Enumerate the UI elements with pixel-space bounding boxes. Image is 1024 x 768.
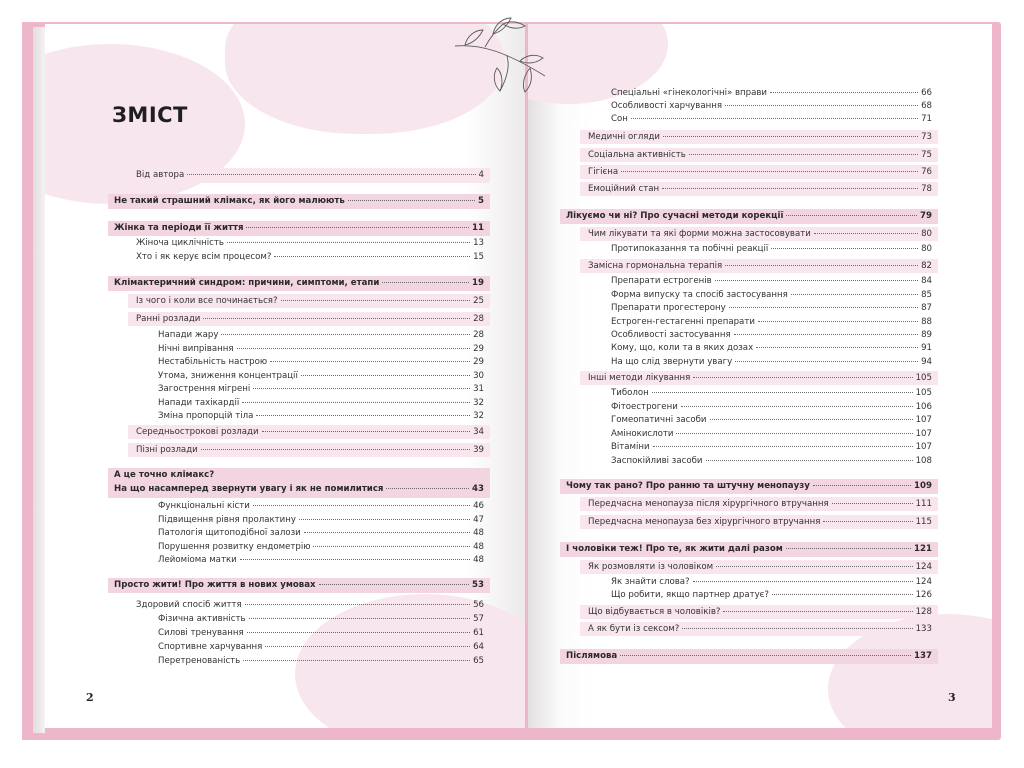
- toc-subentry[interactable]: [158, 516, 484, 525]
- entry-title: Утома, зниження концентрації: [158, 371, 298, 381]
- dot-leader: [813, 485, 911, 486]
- entry-title: Емоційний стан: [588, 184, 660, 194]
- entry-title: А як бути із сексом?: [588, 624, 680, 634]
- page-ref: 115: [915, 517, 932, 527]
- page-ref: 107: [915, 429, 932, 439]
- toc-subentry[interactable]: [611, 318, 932, 327]
- dot-leader: [304, 532, 470, 533]
- toc-subentry[interactable]: [158, 399, 484, 408]
- toc-entry[interactable]: [136, 171, 484, 180]
- entry-title: Препарати естрогенів: [611, 276, 712, 286]
- dot-leader: [791, 294, 918, 295]
- dot-leader: [265, 646, 470, 647]
- entry-title: Що робити, якщо партнер дратує?: [611, 590, 769, 600]
- toc-subentry[interactable]: [158, 372, 484, 381]
- entry-title: Нестабільність настрою: [158, 357, 268, 367]
- entry-title: Спортивне харчування: [158, 642, 263, 652]
- page-ref: 75: [921, 150, 932, 160]
- page-ref: 126: [915, 590, 932, 600]
- entry-title: Жіноча циклічність: [136, 238, 224, 248]
- page-ref: 64: [473, 642, 484, 652]
- entry-title: Замісна гормональна терапія: [588, 261, 723, 271]
- chapter-title: Клімактеричний синдром: причини, симптоми, етапи: [114, 278, 380, 288]
- dot-leader: [621, 171, 918, 172]
- page-ref: 124: [915, 577, 932, 587]
- page-ref: 111: [915, 499, 932, 509]
- page-ref: 4: [478, 170, 484, 180]
- toc-subentry[interactable]: [611, 358, 932, 367]
- dot-leader: [706, 460, 913, 461]
- toc-subentry[interactable]: [158, 345, 484, 354]
- toc-entry[interactable]: [136, 428, 484, 437]
- dot-leader: [319, 584, 469, 585]
- entry-title: Медичні огляди: [588, 132, 661, 142]
- chapter-title: Лікуємо чи ні? Про сучасні методи корекції: [566, 211, 784, 221]
- dot-leader: [270, 361, 470, 362]
- dot-leader: [253, 388, 470, 389]
- dot-leader: [676, 433, 912, 434]
- toc-chapter[interactable]: [114, 485, 484, 494]
- toc-entry[interactable]: [588, 133, 932, 142]
- entry-title: Інші методи лікування: [588, 373, 691, 383]
- toc-entry[interactable]: [588, 518, 932, 527]
- page-ref: 65: [473, 656, 484, 666]
- page-ref: 121: [914, 544, 932, 554]
- toc-chapter[interactable]: [566, 652, 932, 661]
- toc-subentry[interactable]: [158, 615, 484, 624]
- toc-subentry[interactable]: [611, 291, 932, 300]
- toc-subentry[interactable]: [611, 389, 932, 398]
- toc-entry[interactable]: [588, 608, 932, 617]
- dot-leader: [249, 618, 471, 619]
- toc-subentry[interactable]: [158, 657, 484, 666]
- page-ref: 80: [921, 229, 932, 239]
- toc-subentry[interactable]: [611, 331, 932, 340]
- entry-title: Передчасна менопауза без хірургічного втручання: [588, 517, 821, 527]
- entry-title: Препарати прогестерону: [611, 303, 726, 313]
- dot-leader: [729, 307, 918, 308]
- page-ref: 30: [473, 371, 484, 381]
- entry-title: Протипоказання та побічні реакції: [611, 244, 769, 254]
- page-ref: 15: [473, 252, 484, 262]
- page-ref: 133: [915, 624, 932, 634]
- page-ref: 5: [478, 196, 484, 206]
- dot-leader: [725, 265, 918, 266]
- dot-leader: [386, 488, 469, 489]
- toc-subentry[interactable]: [158, 556, 484, 565]
- chapter-title: Чому так рано? Про ранню та штучну менопаузу: [566, 481, 810, 491]
- toc-entry[interactable]: [588, 500, 932, 509]
- toc-subentry[interactable]: [158, 331, 484, 340]
- page-ref: 46: [473, 501, 484, 511]
- page-ref: 25: [473, 296, 484, 306]
- dot-leader: [682, 628, 912, 629]
- page-ref: 82: [921, 261, 932, 271]
- toc-chapter[interactable]: [114, 197, 484, 206]
- dot-leader: [237, 348, 471, 349]
- page-ref: 39: [473, 445, 484, 455]
- page-ref: 66: [921, 88, 932, 98]
- dot-leader: [653, 446, 913, 447]
- toc-subentry[interactable]: [158, 358, 484, 367]
- dot-leader: [301, 375, 470, 376]
- toc-subentry[interactable]: [611, 578, 932, 587]
- page-ref: 85: [921, 290, 932, 300]
- dot-leader: [663, 136, 918, 137]
- toc-subentry[interactable]: [611, 277, 932, 286]
- page-ref: 91: [921, 343, 932, 353]
- dot-leader: [227, 242, 470, 243]
- dot-leader: [786, 215, 917, 216]
- page-ref: 87: [921, 303, 932, 313]
- entry-title: Зміна пропорцій тіла: [158, 411, 254, 421]
- toc-entry[interactable]: [588, 374, 932, 383]
- dot-leader: [281, 300, 471, 301]
- dot-leader: [313, 546, 470, 547]
- leaf-branch-illustration: [445, 16, 555, 96]
- chapter-title: Жінка та періоди її життя: [114, 223, 244, 233]
- toc-subentry[interactable]: [611, 89, 932, 98]
- entry-title: Вітаміни: [611, 442, 650, 452]
- dot-leader: [715, 280, 918, 281]
- page-ref: 28: [473, 314, 484, 324]
- dot-leader: [631, 118, 918, 119]
- entry-title: Передчасна менопауза після хірургічного втручання: [588, 499, 829, 509]
- toc-entry[interactable]: [136, 601, 484, 610]
- toc-chapter[interactable]: [114, 279, 484, 288]
- page-ref: 109: [914, 481, 932, 491]
- entry-title: Спеціальні «гінекологічні» вправи: [611, 88, 768, 98]
- toc-subentry[interactable]: [158, 543, 484, 552]
- entry-title: На що слід звернути увагу: [611, 357, 733, 367]
- dot-leader: [693, 581, 913, 582]
- page-ref: 28: [473, 330, 484, 340]
- toc-subentry[interactable]: [611, 430, 932, 439]
- toc-entry[interactable]: [588, 185, 932, 194]
- page-ref: 78: [921, 184, 932, 194]
- entry-title: Патологія щитоподібної залози: [158, 528, 301, 538]
- chapter-title-line1[interactable]: А це точно клімакс?: [114, 470, 215, 480]
- toc-subentry[interactable]: [611, 591, 932, 600]
- toc-subentry[interactable]: [158, 502, 484, 511]
- dot-leader: [681, 406, 913, 407]
- chapter-title: Не такий страшний клімакс, як його малюють: [114, 196, 345, 206]
- page-ref: 56: [473, 600, 484, 610]
- page-number-right: 3: [948, 691, 956, 704]
- page-ref: 32: [473, 398, 484, 408]
- dot-leader: [689, 154, 918, 155]
- page-ref: 29: [473, 344, 484, 354]
- entry-title: Як розмовляти із чоловіком: [588, 562, 714, 572]
- toc-subentry[interactable]: [611, 457, 932, 466]
- entry-title: Тиболон: [611, 388, 649, 398]
- page-ref: 107: [915, 442, 932, 452]
- page-ref: 61: [473, 628, 484, 638]
- entry-title: Нічні випрівання: [158, 344, 234, 354]
- dot-leader: [245, 604, 470, 605]
- toc-subentry[interactable]: [158, 412, 484, 421]
- page-ref: 48: [473, 542, 484, 552]
- page-title: ЗМІСТ: [112, 103, 188, 127]
- entry-title: Чим лікувати та які форми можна застосовувати: [588, 229, 811, 239]
- toc-subentry[interactable]: [611, 102, 932, 111]
- page-ref: 89: [921, 330, 932, 340]
- dot-leader: [758, 321, 918, 322]
- toc-entry[interactable]: [136, 315, 484, 324]
- dot-leader: [348, 200, 475, 201]
- dot-leader: [246, 227, 469, 228]
- dot-leader: [734, 334, 918, 335]
- entry-title: Гомеопатичні засоби: [611, 415, 707, 425]
- page-ref: 76: [921, 167, 932, 177]
- entry-title: Напади тахікардії: [158, 398, 240, 408]
- toc-subentry[interactable]: [611, 443, 932, 452]
- dot-leader: [662, 188, 918, 189]
- dot-leader: [716, 566, 912, 567]
- toc-subentry[interactable]: [611, 416, 932, 425]
- toc-entry[interactable]: [588, 230, 932, 239]
- page-ref: 11: [472, 223, 484, 233]
- entry-title: Фітоестрогени: [611, 402, 678, 412]
- entry-title: Як знайти слова?: [611, 577, 690, 587]
- entry-title: Ранні розлади: [136, 314, 201, 324]
- toc-chapter[interactable]: [114, 581, 484, 590]
- page-ref: 53: [472, 580, 484, 590]
- entry-title: Заспокійливі засоби: [611, 456, 703, 466]
- dot-leader: [299, 519, 470, 520]
- entry-title: Порушення розвитку ендометрію: [158, 542, 311, 552]
- dot-leader: [253, 505, 470, 506]
- entry-title: Перетренованість: [158, 656, 241, 666]
- dot-leader: [256, 415, 470, 416]
- chapter-title: Просто жити! Про життя в нових умовах: [114, 580, 316, 590]
- toc-chapter[interactable]: [566, 545, 932, 554]
- page-ref: 31: [473, 384, 484, 394]
- dot-leader: [771, 248, 918, 249]
- toc-subentry[interactable]: [158, 629, 484, 638]
- toc-chapter[interactable]: [114, 224, 484, 233]
- dot-leader: [262, 431, 471, 432]
- page-ref: 32: [473, 411, 484, 421]
- toc-subentry[interactable]: [611, 245, 932, 254]
- entry-title: Здоровий спосіб життя: [136, 600, 242, 610]
- entry-title: Загострення мігрені: [158, 384, 251, 394]
- page-ref: 80: [921, 244, 932, 254]
- dot-leader: [382, 282, 469, 283]
- page-ref: 128: [915, 607, 932, 617]
- page-ref: 43: [472, 484, 484, 494]
- toc-entry[interactable]: [136, 239, 484, 248]
- toc-subentry[interactable]: [611, 344, 932, 353]
- entry-title: Силові тренування: [158, 628, 244, 638]
- page-ref: 94: [921, 357, 932, 367]
- page-ref: 73: [921, 132, 932, 142]
- entry-title: Кому, що, коли та в яких дозах: [611, 343, 754, 353]
- entry-title: Амінокислоти: [611, 429, 674, 439]
- chapter-title: І чоловіки теж! Про те, як жити далі разом: [566, 544, 783, 554]
- entry-title: Функціональні кісти: [158, 501, 250, 511]
- page-ref: 107: [915, 415, 932, 425]
- page-ref: 19: [472, 278, 484, 288]
- page-ref: 88: [921, 317, 932, 327]
- chapter-title: На що насамперед звернути увагу і як не помилитися: [114, 484, 384, 494]
- entry-title: Лейоміома матки: [158, 555, 237, 565]
- page-ref: 34: [473, 427, 484, 437]
- page-ref: 84: [921, 276, 932, 286]
- page-ref: 48: [473, 555, 484, 565]
- chapter-title: Післямова: [566, 651, 618, 661]
- page-ref: 105: [915, 373, 932, 383]
- page-ref: 137: [914, 651, 932, 661]
- toc-chapter[interactable]: [566, 212, 932, 221]
- toc-subentry[interactable]: [611, 115, 932, 124]
- page-ref: 79: [920, 211, 932, 221]
- dot-leader: [756, 347, 918, 348]
- page-ref: 68: [921, 101, 932, 111]
- toc-subentry[interactable]: [158, 643, 484, 652]
- toc-entry[interactable]: [136, 446, 484, 455]
- entry-title: Сон: [611, 114, 628, 124]
- page-ref: 124: [915, 562, 932, 572]
- toc-subentry[interactable]: [611, 304, 932, 313]
- toc-entry[interactable]: [136, 253, 484, 262]
- entry-title: Гігієна: [588, 167, 619, 177]
- toc-entry[interactable]: [588, 563, 932, 572]
- dot-leader: [772, 594, 913, 595]
- page-ref: 57: [473, 614, 484, 624]
- dot-leader: [221, 334, 470, 335]
- entry-title: Напади жару: [158, 330, 219, 340]
- dot-leader: [832, 503, 913, 504]
- entry-title: Хто і як керує всім процесом?: [136, 252, 272, 262]
- entry-title: Підвищення рівня пролактину: [158, 515, 296, 525]
- toc-chapter[interactable]: [566, 482, 932, 491]
- dot-leader: [723, 611, 912, 612]
- dot-leader: [710, 419, 913, 420]
- entry-title: Із чого і коли все починається?: [136, 296, 278, 306]
- page-ref: 71: [921, 114, 932, 124]
- dot-leader: [693, 377, 912, 378]
- page-ref: 47: [473, 515, 484, 525]
- dot-leader: [274, 256, 470, 257]
- dot-leader: [725, 105, 918, 106]
- toc-subentry[interactable]: [158, 529, 484, 538]
- toc-entry[interactable]: [588, 168, 932, 177]
- dot-leader: [187, 174, 475, 175]
- dot-leader: [735, 361, 918, 362]
- dot-leader: [243, 660, 470, 661]
- entry-title: Від автора: [136, 170, 185, 180]
- dot-leader: [240, 559, 470, 560]
- entry-title: Особливості застосування: [611, 330, 731, 340]
- page-ref: 48: [473, 528, 484, 538]
- entry-title: Соціальна активність: [588, 150, 686, 160]
- entry-title: Пізні розлади: [136, 445, 198, 455]
- entry-title: Естроген-гестагенні препарати: [611, 317, 755, 327]
- entry-title: Особливості харчування: [611, 101, 723, 111]
- toc-entry[interactable]: [588, 625, 932, 634]
- dot-leader: [814, 233, 918, 234]
- entry-title: Фізична активність: [158, 614, 246, 624]
- page-number-left: 2: [86, 691, 94, 704]
- page-ref: 13: [473, 238, 484, 248]
- dot-leader: [786, 548, 911, 549]
- page-ref: 29: [473, 357, 484, 367]
- dot-leader: [620, 655, 911, 656]
- entry-title: Що відбувається в чоловіків?: [588, 607, 721, 617]
- entry-title: Середньострокові розлади: [136, 427, 259, 437]
- page-edges: [33, 27, 45, 733]
- page-ref: 106: [915, 402, 932, 412]
- dot-leader: [247, 632, 470, 633]
- toc-subentry[interactable]: [158, 385, 484, 394]
- dot-leader: [823, 521, 912, 522]
- toc-entry[interactable]: [588, 262, 932, 271]
- toc-entry[interactable]: [136, 297, 484, 306]
- dot-leader: [201, 449, 470, 450]
- dot-leader: [242, 402, 470, 403]
- page-ref: 108: [915, 456, 932, 466]
- toc-subentry[interactable]: [611, 403, 932, 412]
- dot-leader: [203, 318, 470, 319]
- page-ref: 105: [915, 388, 932, 398]
- dot-leader: [770, 92, 918, 93]
- toc-entry[interactable]: [588, 151, 932, 160]
- dot-leader: [652, 392, 913, 393]
- entry-title: Форма випуску та спосіб застосування: [611, 290, 788, 300]
